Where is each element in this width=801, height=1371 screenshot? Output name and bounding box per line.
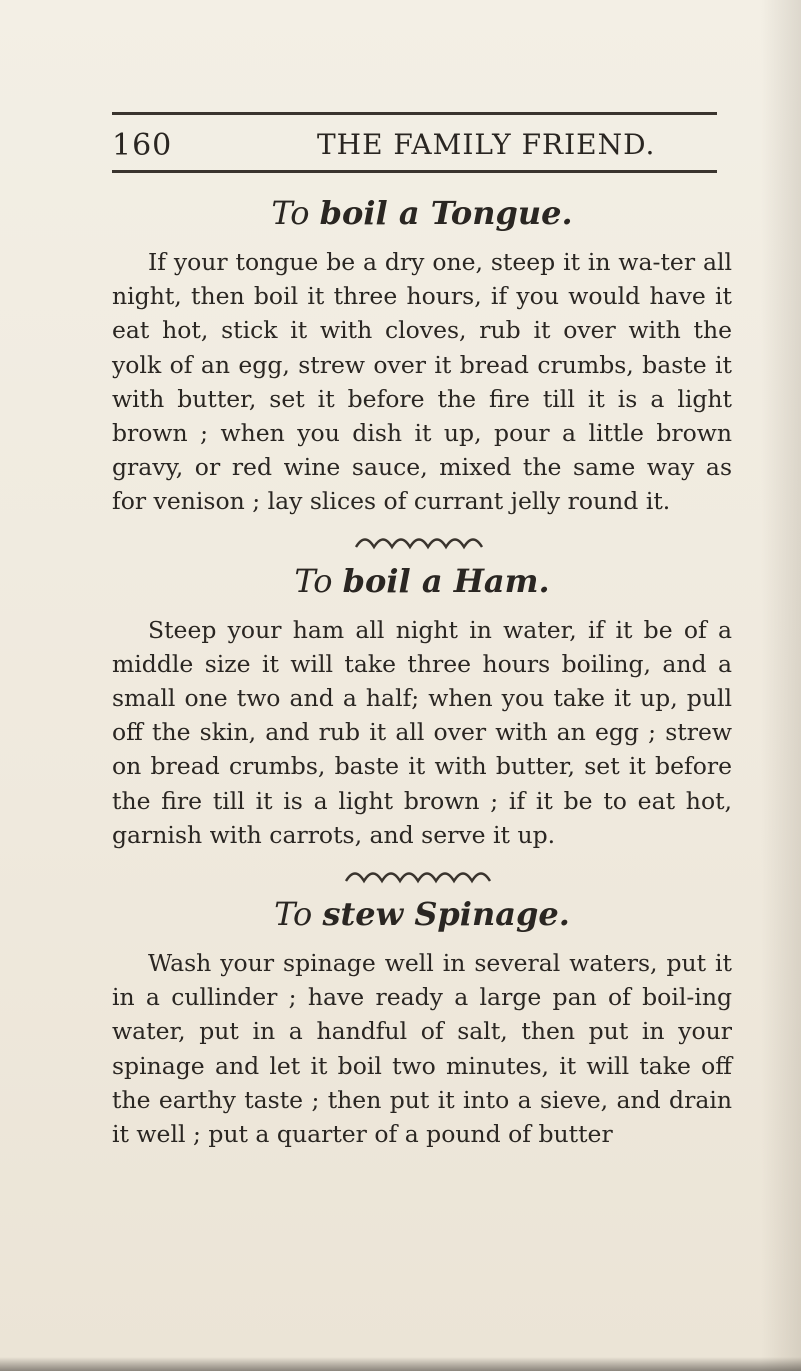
recipe-title-prefix: To <box>294 561 333 600</box>
recipe-title-main: stew Spinage. <box>322 895 570 934</box>
recipe-text-spinage: Wash your spinage well in several waters, put it in a cullinder ; have ready a large pan of boil-ing water, put in a handful of salt, then put in your spinage and let it boil two minutes, it will take off the earthy taste ; then put it into a sieve, and drain it well ; put a quarter of a pound of butter <box>112 949 732 1149</box>
page-bottom-edge <box>0 1357 801 1371</box>
recipe-title-spinage <box>112 894 732 934</box>
recipe-title-prefix: To <box>271 194 310 232</box>
ornament-icon <box>342 869 502 885</box>
page-edge-shadow <box>761 0 801 1371</box>
recipe-title-main: boil a Ham. <box>342 561 550 600</box>
ornament-icon <box>352 535 492 551</box>
page-content <box>112 193 732 1151</box>
ornament-divider <box>112 527 732 557</box>
recipe-title-ham <box>112 561 732 601</box>
header-rule-top <box>112 112 717 115</box>
page-header <box>112 112 717 182</box>
recipe-title-tongue <box>112 193 732 233</box>
running-title: THE FAMILY FRIEND. <box>317 128 656 161</box>
recipe-title-main: boil a Tongue. <box>319 194 573 232</box>
ornament-divider <box>112 860 732 890</box>
recipe-title-prefix: To <box>274 895 313 934</box>
recipe-text-ham: Steep your ham all night in water, if it be of a middle size it will take three hours boiling, and a small one two and a half; when you take it up, pull off the skin, and rub it all over with an egg ; strew on bread crumbs, baste it with butter, set it before the fire till it is a light brown ; if it be to eat hot, garnish with carrots, and serve it up. <box>112 615 732 849</box>
header-rule-bottom <box>112 170 717 173</box>
page-number: 160 <box>112 128 173 163</box>
recipe-text-tongue: If your tongue be a dry one, steep it in wa-ter all night, then boil it three hours, if you would have it eat hot, stick it with cloves, rub it over with the yolk of an egg, strew over it bread crumbs, baste it with butter, set it before the fire till it is a light brown ; when you dish it up, pour a little brown gravy, or red wine sauce, mixed the same way as for venison ; lay slices of currant jelly round it. <box>112 248 732 516</box>
